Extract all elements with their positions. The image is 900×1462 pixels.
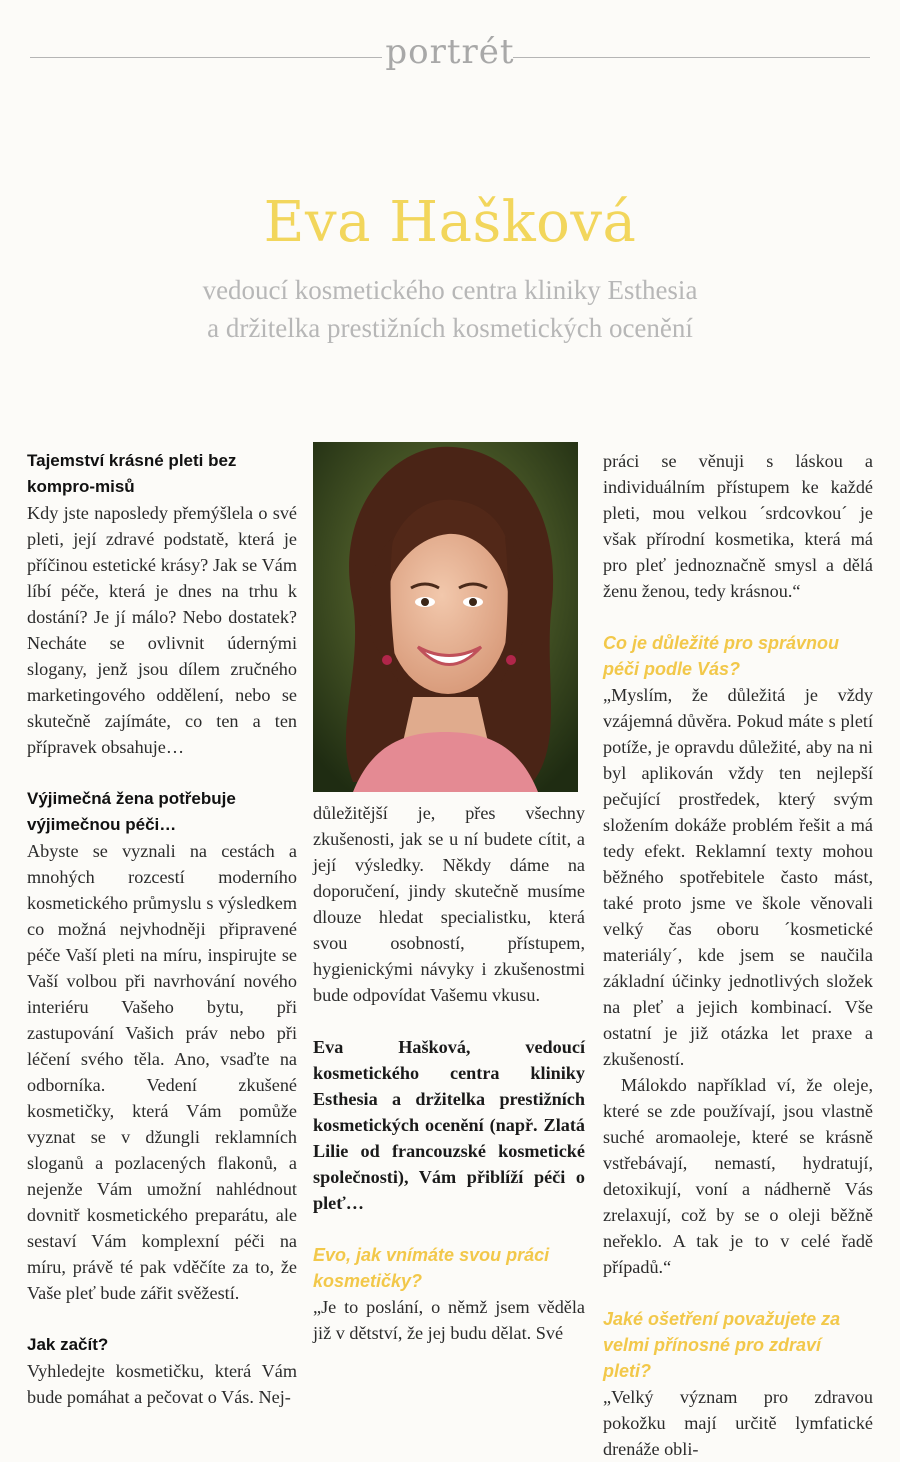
question-care: Co je důležité pro správnou péči podle Vás?: [603, 633, 840, 679]
subtitle-line-1: vedoucí kosmetického centra kliniky Esthesia: [202, 275, 698, 305]
paragraph: „Velký význam pro zdravou pokožku mají určitě lymfatické drenáže obli-: [603, 1387, 873, 1459]
intro-paragraph: Eva Hašková, vedoucí kosmetického centra kliniky Esthesia a držitelka prestižních kosmetických ocenění (např. Zlatá Lilie od francouzské kosmetické společnosti), Vám přiblíží péči o pleť…: [313, 1037, 585, 1213]
column-2: [313, 800, 585, 1346]
page-title: Eva Hašková: [263, 190, 637, 255]
subtitle-line-2: a držitelka prestižních kosmetických ocenění: [207, 313, 693, 343]
paragraph: „Je to poslání, o němž jsem věděla již v dětství, že jej budu dělat. Své: [313, 1297, 585, 1343]
question-treatment: Jaké ošetření považujete za velmi přínosné pro zdraví pleti?: [603, 1309, 841, 1381]
paragraph: Abyste se vyznali na cestách a mnohých rozcestí moderního kosmetického průmyslu s výsledkem co možná nejvhodněji připravené péče Vaší pleti na míru, inspirujte se Vaší volbou při navrhování nového interiéru Vašeho bytu, při zastupování Vašich práv nebo při léčení svého těla. Ano, vsaďte na odborníka. Vedení zkušené kosmetičky, která Vám pomůže vyznat se v džungli reklamních sloganů a pozlacených flakonů, a nejenže Vám umožní nahlédnout dovnitř kosmetického preparátu, ale sestaví Vám komplexní péči na míru, právě té pak vděčíte za to, že Vaše pleť bude zářit svěžestí.: [27, 841, 297, 1303]
heading-secret: Tajemství krásné pleti bez kompro-misů: [27, 451, 237, 496]
heading-how-start: Jak začít?: [27, 1335, 109, 1354]
portrait-illustration: [313, 442, 578, 792]
paragraph: Kdy jste naposledy přemýšlela o své pleti, její zdravé podstatě, která je příčinou estetické krásy? Jak se Vám líbí péče, která je dnes na trhu k dostání? Je jí málo? Nebo dostatek? Necháte se ovlivnit údernými slogany, jenž jsou dílem zručného marketingového oddělení, nebo se skutečně zajímáte, co ten a ten přípravek obsahuje…: [27, 503, 297, 757]
paragraph: Vyhledejte kosmetičku, která Vám bude pomáhat a pečovat o Vás. Nej-: [27, 1361, 297, 1407]
column-3: [603, 448, 873, 1462]
heading-exceptional: Výjimečná žena potřebuje výjimečnou péči…: [27, 789, 236, 834]
portrait-photo: [313, 442, 578, 792]
paragraph: práci se věnuji s láskou a individuálním přístupem ke každé pleti, mou velkou ´srdcovkou´ je však přírodní kosmetika, která má pro pleť jednoznačně smysl a dělá ženu ženou, tedy krásnou.“: [603, 451, 873, 601]
column-1: [27, 448, 297, 1410]
paragraph: „Myslím, že důležitá je vždy vzájemná důvěra. Pokud máte s pletí potíže, je opravdu důležité, aby na ni byl aplikován vždy ten nejlepší pečující prostředek, který svým složením dokáže problém řešit a má tedy efekt. Reklamní texty mohou běžného spotřebitele často mást, také proto jsme ve škole věnovali velký čas oboru ´kosmetické materiály´, kde jsem se naučila základní účinky jednotlivých složek na pleť a jejich kombinací. Vše ostatní je již otázka let praxe a zkušeností.: [603, 685, 873, 1069]
paragraph: Málokdo například ví, že oleje, které se zde používají, jsou vlastně suché aromaoleje, které se krásně vstřebávají, nemastí, hydratují, detoxikují, voní a nádherně Vás zrelaxují, což by se o oleji běžně neřeklo. A tak je to v celé řadě případů.“: [603, 1075, 873, 1277]
question-work: Evo, jak vnímáte svou práci kosmetičky?: [313, 1245, 550, 1291]
paragraph: důležitější je, přes všechny zkušenosti, jak se u ní budete cítit, a její výsledky. Někdy dáme na doporučení, jindy skutečně musíme dlouze hledat specialistku, která svou osobností, přístupem, hygienickými návyky i zkušenostmi bude odpovídat Vašemu vkusu.: [313, 803, 585, 1005]
section-label: portrét: [385, 32, 515, 72]
